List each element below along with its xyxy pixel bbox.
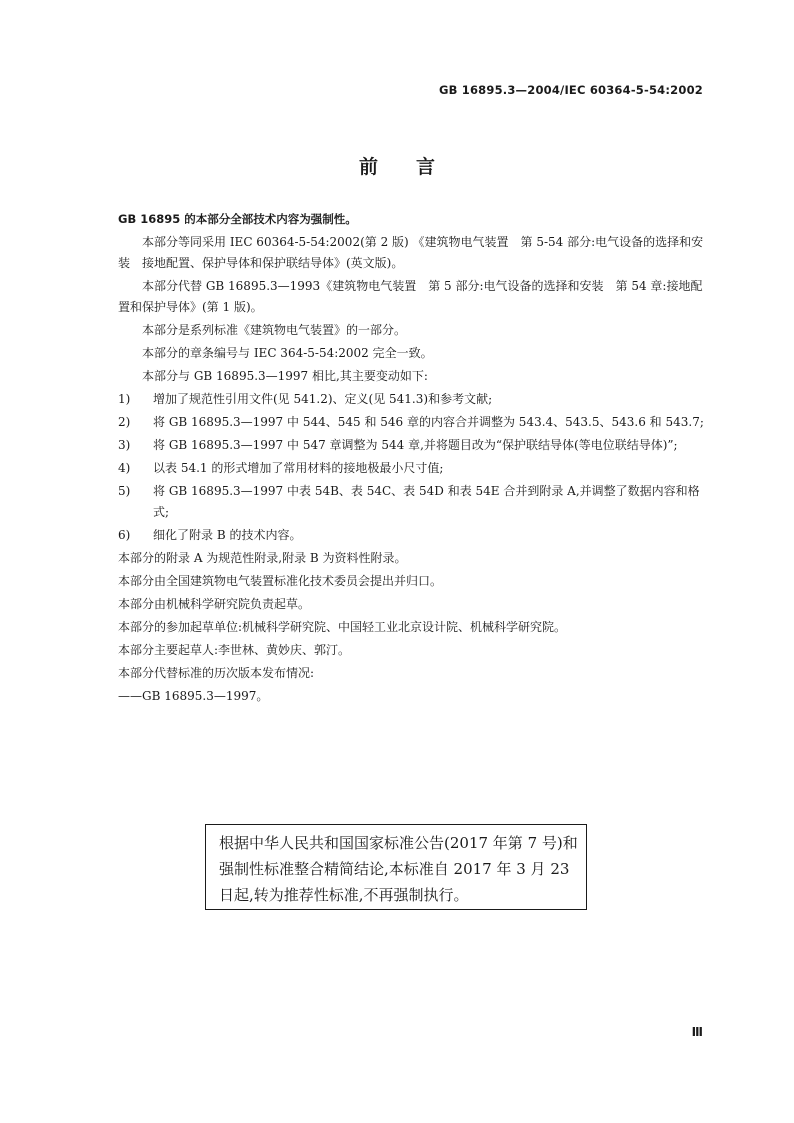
list-number: 5) bbox=[118, 484, 131, 498]
list-number: 3) bbox=[118, 438, 131, 452]
closing-paragraph: 本部分代替标准的历次版本发布情况: bbox=[118, 666, 315, 680]
closing-paragraph: 本部分主要起草人:李世林、黄妙庆、郭汀。 bbox=[118, 643, 351, 657]
notice-box: 根据中华人民共和国国家标准公告(2017 年第 7 号)和强制性标准整合精简结论,本标准自 2017 年 3 月 23 日起,转为推荐性标准,不再强制执行。 bbox=[205, 824, 587, 910]
title-char-2: 言 bbox=[416, 156, 436, 178]
list-text: 细化了附录 B 的技术内容。 bbox=[153, 528, 302, 542]
page-title bbox=[0, 152, 794, 179]
change-list-item bbox=[118, 481, 705, 523]
list-number: 2) bbox=[118, 415, 131, 429]
closing-paragraph: 本部分的参加起草单位:机械科学研究院、中国轻工业北京设计院、机械科学研究院。 bbox=[118, 620, 567, 634]
change-list-item bbox=[118, 412, 705, 433]
closing-paragraph: ——GB 16895.3—1997。 bbox=[118, 689, 269, 703]
paragraph: 本部分代替 GB 16895.3—1993《建筑物电气装置 第 5 部分:电气设备的选择和安装 第 54 章:接地配置和保护导体》(第 1 版)。 bbox=[118, 279, 703, 314]
change-list-item bbox=[118, 525, 705, 546]
list-text: 以表 54.1 的形式增加了常用材料的接地极最小尺寸值; bbox=[153, 461, 444, 475]
paragraph: 本部分是系列标准《建筑物电气装置》的一部分。 bbox=[142, 323, 407, 337]
list-text: 将 GB 16895.3—1997 中 547 章调整为 544 章,并将题目改为“保护联结导体(等电位联结导体)”; bbox=[153, 438, 678, 452]
standard-id-header: GB 16895.3—2004/IEC 60364-5-54:2002 bbox=[438, 83, 703, 97]
page-number: Ⅲ bbox=[691, 1025, 703, 1039]
closing-paragraph: 本部分由机械科学研究院负责起草。 bbox=[118, 597, 311, 611]
list-number: 4) bbox=[118, 461, 131, 475]
paragraph: 本部分与 GB 16895.3—1997 相比,其主要变动如下: bbox=[142, 369, 428, 383]
list-text: 将 GB 16895.3—1997 中表 54B、表 54C、表 54D 和表 54E 合并到附录 A,并调整了数据内容和格式; bbox=[153, 484, 700, 519]
paragraph: 本部分的章条编号与 IEC 364-5-54:2002 完全一致。 bbox=[142, 346, 433, 360]
paragraph: 本部分等同采用 IEC 60364-5-54:2002(第 2 版) 《建筑物电气装置 第 5-54 部分:电气设备的选择和安装 接地配置、保护导体和保护联结导体》(英文版)。 bbox=[118, 235, 704, 270]
list-text: 增加了规范性引用文件(见 541.2)、定义(见 541.3)和参考文献; bbox=[153, 392, 493, 406]
mandatory-statement: GB 16895 的本部分全部技术内容为强制性。 bbox=[118, 212, 357, 226]
list-number: 1) bbox=[118, 392, 131, 406]
closing-paragraph: 本部分由全国建筑物电气装置标准化技术委员会提出并归口。 bbox=[118, 574, 443, 588]
change-list-item bbox=[118, 435, 705, 456]
change-list-item bbox=[118, 389, 705, 410]
title-char-1: 前 bbox=[358, 156, 378, 178]
change-list-item bbox=[118, 458, 705, 479]
list-number: 6) bbox=[118, 528, 131, 542]
foreword-body bbox=[118, 209, 705, 709]
list-text: 将 GB 16895.3—1997 中 544、545 和 546 章的内容合并调整为 543.4、543.5、543.6 和 543.7; bbox=[153, 415, 704, 429]
closing-paragraph: 本部分的附录 A 为规范性附录,附录 B 为资料性附录。 bbox=[118, 551, 407, 565]
